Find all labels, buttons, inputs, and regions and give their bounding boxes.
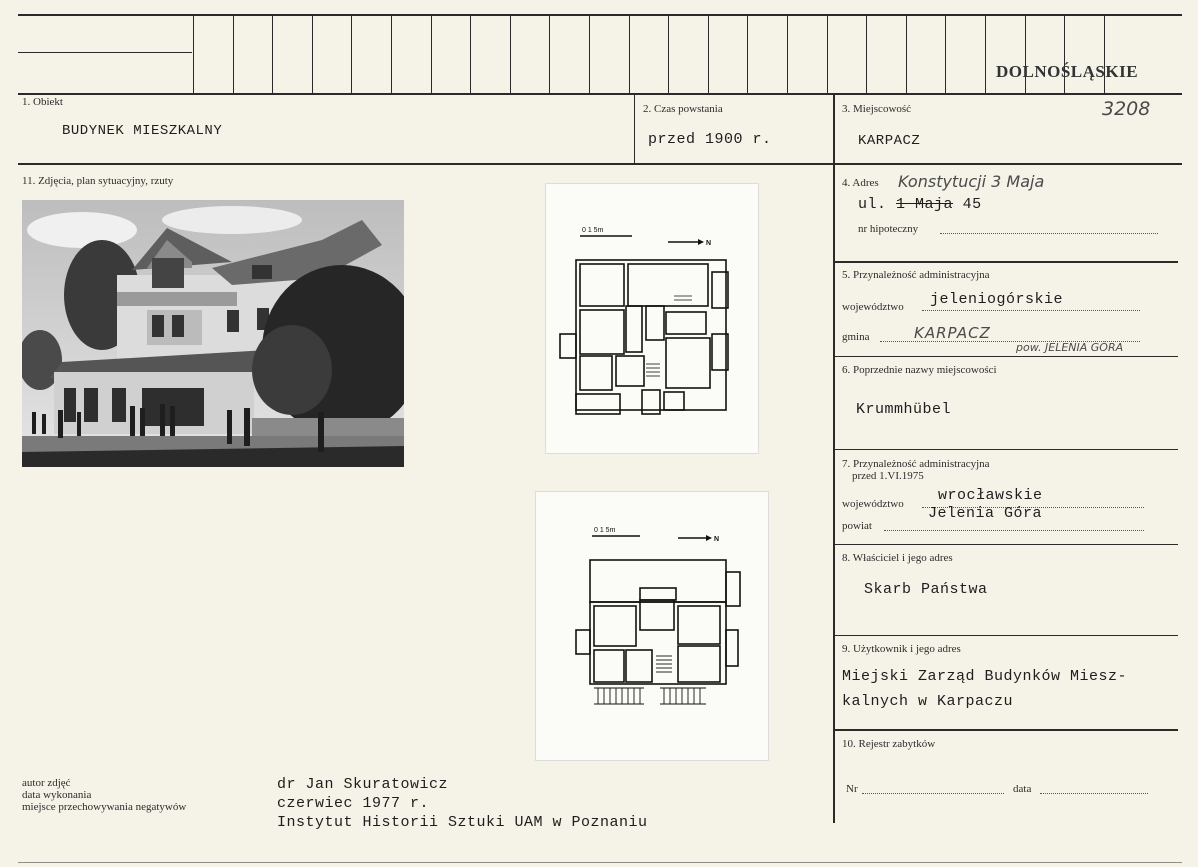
field-4-handwritten: Konstytucji 3 Maja	[898, 172, 1045, 191]
header-cell-divider	[629, 15, 630, 94]
header-cell-divider	[391, 15, 392, 94]
header-cell-divider	[431, 15, 432, 94]
field-5-commune-value: KARPACZ	[914, 324, 991, 342]
footer-author-value: dr Jan Skuratowicz	[277, 776, 449, 793]
floor-plan-2	[536, 492, 768, 760]
divider-f4-f5	[835, 261, 1178, 263]
field-5-voivodeship-dots	[922, 310, 1140, 311]
footer-author-label: autor zdjęć	[22, 777, 71, 789]
field-3-label: 3. Miejscowość	[842, 103, 912, 115]
header-cell-divider	[787, 15, 788, 94]
field-9-line-1: Miejski Zarząd Budynków Miesz-	[842, 668, 1128, 685]
header-cell-divider	[470, 15, 471, 94]
plan-2-north-label: N	[714, 536, 720, 543]
field-4-street	[858, 196, 982, 213]
divider-f8-f9	[835, 635, 1178, 636]
header-cell-divider	[747, 15, 748, 94]
header-cell-divider	[351, 15, 352, 94]
field-3-value: KARPACZ	[858, 133, 921, 149]
divider-f7-f8	[835, 544, 1178, 545]
field-2-label: 2. Czas powstania	[643, 103, 723, 115]
building-photo	[22, 200, 404, 467]
field-7-voivodeship-value: wrocławskie	[938, 487, 1043, 504]
field-6-label: 6. Poprzednie nazwy miejscowości	[842, 364, 997, 376]
header-cell-divider	[985, 15, 986, 94]
field-5-voivodeship-value: jeleniogórskie	[930, 291, 1064, 308]
bottom-edge-line	[18, 862, 1182, 863]
header-cell-divider	[272, 15, 273, 94]
divider-f9-f10	[835, 729, 1178, 731]
field-7-label-2: przed 1.VI.1975	[852, 470, 924, 482]
field-7-label: 7. Przynależność administracyjna	[842, 458, 990, 470]
field-7-voivodeship-label: województwo	[842, 498, 904, 510]
field-10-label: 10. Rejestr zabytków	[842, 738, 936, 750]
field-5-voivodeship-label: województwo	[842, 301, 904, 313]
field-5-commune-label: gmina	[842, 331, 870, 343]
header-cell-divider	[233, 15, 234, 94]
header-cell-divider	[668, 15, 669, 94]
plan-1-north-label: N	[706, 240, 712, 247]
field-11-label: 11. Zdjęcia, plan sytuacyjny, rzuty	[22, 175, 174, 187]
field-8-label: 8. Właściciel i jego adres	[842, 552, 953, 564]
register-nr-label: Nr	[846, 783, 858, 795]
header-cell-divider	[708, 15, 709, 94]
header-cell-divider	[312, 15, 313, 94]
plan-2-scale-label: 0 1 5m	[594, 527, 616, 534]
card-number: 3208	[1102, 98, 1151, 120]
field-2-value: przed 1900 r.	[648, 131, 772, 148]
region-stamp: DOLNOŚLĄSKIE	[996, 62, 1139, 81]
register-date-dots	[1040, 793, 1148, 794]
header-cell-divider	[906, 15, 907, 94]
header-cell-divider	[827, 15, 828, 94]
footer-place-value: Instytut Historii Sztuki UAM w Poznaniu	[277, 814, 648, 831]
header-cell-divider	[549, 15, 550, 94]
floor-plan-1	[546, 184, 758, 453]
street-prefix: ul.	[858, 196, 887, 213]
header-left-line	[18, 52, 192, 53]
divider-f6-f7	[835, 449, 1178, 450]
mortgage-label: nr hipoteczny	[858, 223, 919, 235]
field-1-value: BUDYNEK MIESZKALNY	[62, 123, 223, 139]
footer-date-value: czerwiec 1977 r.	[277, 795, 430, 812]
field-7-district-label: powiat	[842, 520, 872, 532]
field-5-label: 5. Przynależność administracyjna	[842, 269, 990, 281]
field-7-district-value: Jelenia Góra	[928, 505, 1043, 522]
field-5-district-note: pow. JELENIA GÓRA	[1016, 341, 1124, 354]
header-cell-divider	[945, 15, 946, 94]
plan-1-scale-label: 0 1 5m	[582, 227, 604, 234]
header-cell-divider	[589, 15, 590, 94]
field-4-label: 4. Adres	[842, 177, 879, 189]
header-cell-divider	[1104, 15, 1105, 94]
field-9-line-2: kalnych w Karpaczu	[842, 693, 1014, 710]
field-8-value: Skarb Państwa	[864, 581, 988, 598]
row1-bottom-line	[18, 163, 1182, 165]
floor-plan-1-drawing	[546, 184, 758, 453]
register-nr-dots	[862, 793, 1004, 794]
mortgage-dotted-line	[940, 233, 1158, 234]
field-1-label: 1. Obiekt	[22, 96, 63, 108]
header-cell-divider	[1064, 15, 1065, 94]
building-photo-image	[22, 200, 404, 467]
header-cell-divider	[193, 15, 194, 94]
field-6-value: Krummhübel	[856, 401, 952, 418]
header-cell-divider	[866, 15, 867, 94]
floor-plan-2-drawing	[536, 492, 768, 760]
footer-date-label: data wykonania	[22, 789, 92, 801]
divider-f1-f2	[634, 95, 635, 163]
register-date-label: data	[1013, 783, 1032, 795]
divider-f5-f6	[835, 356, 1178, 357]
header-cell-divider	[510, 15, 511, 94]
header-cell-divider	[1025, 15, 1026, 94]
street-struck: 1 Maja	[896, 196, 954, 213]
field-9-label: 9. Użytkownik i jego adres	[842, 643, 961, 655]
footer-place-label: miejsce przechowywania negatywów	[22, 801, 187, 813]
street-number: 45	[962, 196, 982, 213]
divider-right-column	[833, 95, 835, 823]
field-7-district-dots	[884, 530, 1144, 531]
